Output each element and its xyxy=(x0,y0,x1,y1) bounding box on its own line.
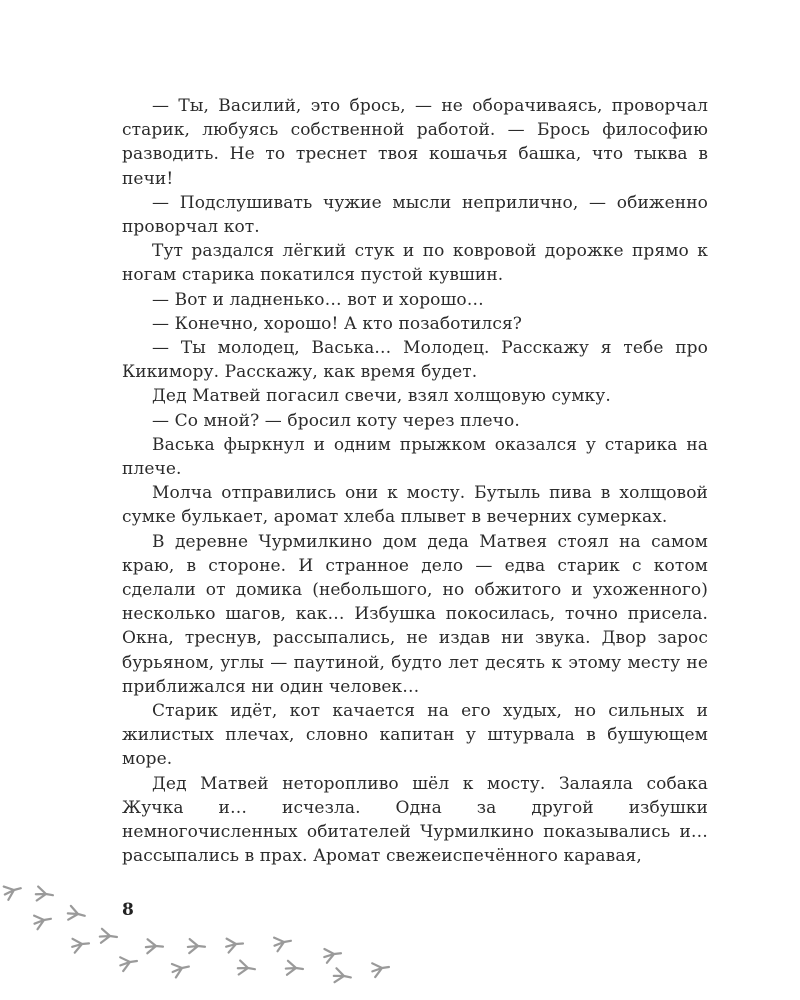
paragraph: В деревне Чурмилкино дом деда Матвея стоял на самом краю, в стороне. И странное дело — едва старик с котом сделали от домика (небольшого, но обжитого и ухоженного) несколько шагов, как… Избушка покосилась, точно присела. Окна, треснув, рассыпались, не издав ни звука. Двор зарос бурьяном, углы — паутиной, будто лет десять к этому месту не приближался ни один человек… xyxy=(122,531,708,697)
paragraph: — Ты молодец, Васька… Молодец. Расскажу я тебе про Кикимору. Расскажу, как время будет. xyxy=(122,338,708,383)
paragraph: Тут раздался лёгкий стук и по ковровой дорожке прямо к ногам старика покатился пустой кувшин. xyxy=(122,241,708,286)
page-number: 8 xyxy=(122,900,134,920)
paragraph: — Конечно, хорошо! А кто позаботился? xyxy=(152,313,522,334)
paragraph: — Ты, Василий, это брось, — не оборачиваясь, проворчал старик, любуясь собственной работой. — Брось философию разводить. Не то треснет твоя кошачья башка, что тыква в печи! xyxy=(122,96,708,189)
bird-track-icon xyxy=(145,939,163,954)
paragraph: Старик идёт, кот качается на его худых, но сильных и жилистых плечах, словно капитан у штурвала в бушующем море. xyxy=(122,701,708,770)
bird-track-icon xyxy=(285,961,304,977)
bird-track-icon xyxy=(3,882,23,900)
bird-track-icon xyxy=(226,938,244,953)
bird-track-icon xyxy=(333,968,353,985)
paragraph: Васька фыркнул и одним прыжком оказался у старика на плече. xyxy=(122,434,708,480)
bird-track-icon xyxy=(72,937,90,952)
paragraph: — Со мной? — бросил коту через плечо. xyxy=(152,410,520,431)
paragraph: Дед Матвей погасил свечи, взял холщовую сумку. xyxy=(152,386,611,407)
bird-tracks-decoration xyxy=(0,870,400,1000)
bird-track-icon xyxy=(171,961,191,978)
bird-track-icon xyxy=(33,913,52,930)
bird-track-icon xyxy=(35,886,54,903)
bird-track-icon xyxy=(99,929,118,945)
bird-track-icon xyxy=(187,939,205,955)
bird-track-icon xyxy=(237,960,256,977)
bird-track-icon xyxy=(119,955,138,971)
paragraph: — Подслушивать чужие мысли неприлично, — обиженно проворчал кот. xyxy=(122,192,708,238)
bird-track-icon xyxy=(273,935,292,952)
body-text xyxy=(122,94,708,869)
paragraph: Молча отправились они к мосту. Бутыль пива в холщовой сумке булькает, аромат хлеба плывет в вечерних сумерках. xyxy=(122,483,708,528)
bird-track-icon xyxy=(371,961,390,977)
bird-track-icon xyxy=(66,906,86,924)
bird-track-icon xyxy=(323,947,341,963)
paragraph: Дед Матвей неторопливо шёл к мосту. Залаяла собака Жучка и… исчезла. Одна за другой избушки немногочисленных обитателей Чурмилкино показывались и… рассыпались в прах. Аромат свежеиспечённого каравая, xyxy=(122,773,708,867)
paragraph: — Вот и ладненько… вот и хорошо… xyxy=(152,289,484,310)
